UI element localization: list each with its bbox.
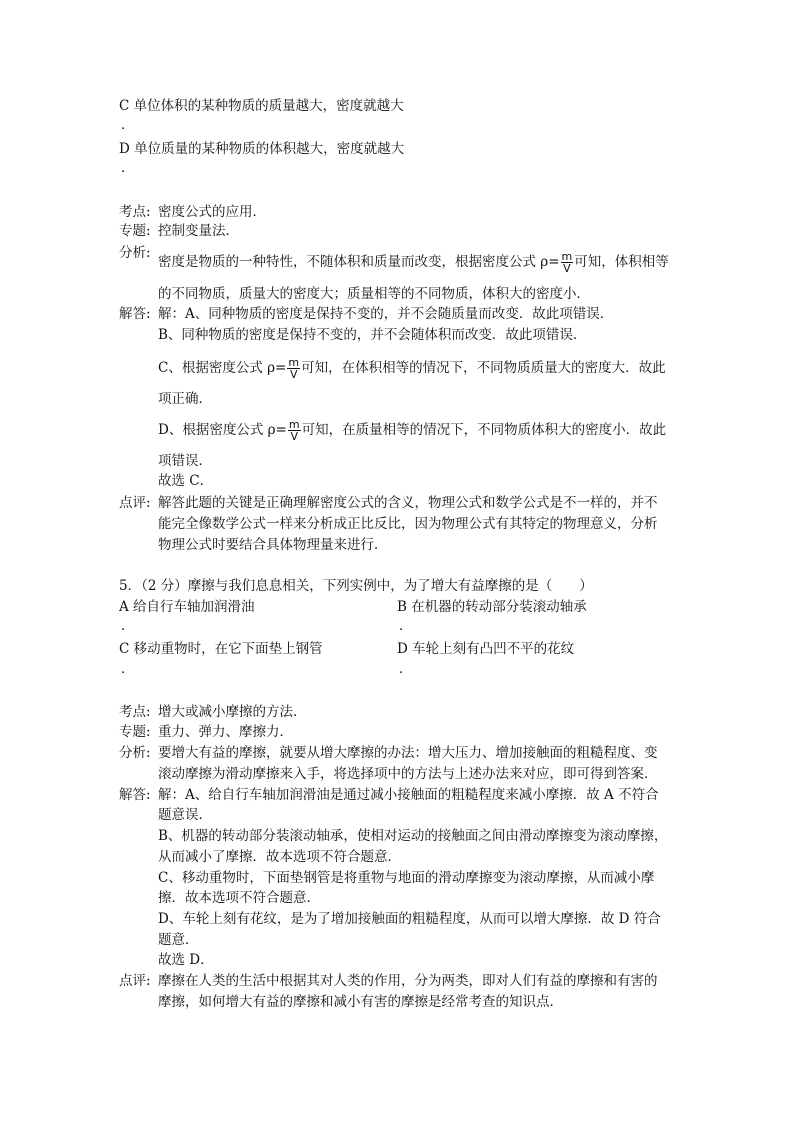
prev-fenxi-line1b: 可知，体积相等 bbox=[574, 254, 669, 270]
prev-jieda-end: 故选 C． bbox=[158, 473, 214, 489]
q5-dianping-label: 点评: bbox=[119, 973, 151, 989]
q5-jieda-d-line2: 题意． bbox=[158, 932, 199, 948]
fraction-numerator: m bbox=[288, 356, 300, 369]
prev-jieda-label: 解答: bbox=[119, 306, 151, 322]
prev-fenxi-line2: 的不同物质，质量大的密度大；质量相等的不同物质，体积大的密度小． bbox=[158, 286, 590, 302]
q5-option-b: B 在机器的转动部分装滚动轴承 bbox=[397, 599, 587, 615]
q5-stem: 5．（2 分）摩擦与我们息息相关，下列实例中，为了增大有益摩擦的是（ ） bbox=[119, 578, 593, 594]
q5-jieda-d-line1: D、车轮上刻有花纹，是为了增加接触面的粗糙程度，从而可以增大摩擦．故 D 符合 bbox=[158, 911, 661, 927]
q5-kaodian: 增大或减小摩擦的方法． bbox=[158, 704, 307, 720]
density-fraction bbox=[288, 419, 301, 442]
prev-option-c-dot: ． bbox=[121, 117, 135, 133]
q5-jieda-c-line2: 擦．故本选项不符合题意． bbox=[158, 890, 320, 906]
prev-dianping-line2: 能完全像数学公式一样来分析成正比反比，因为物理公式有其特定的物理意义，分析 bbox=[158, 516, 658, 532]
prev-fenxi-line1a: 密度是物质的一种特性，不随体积和质量而改变，根据密度公式 ρ= bbox=[158, 254, 560, 270]
density-fraction bbox=[287, 357, 300, 380]
prev-fenxi-line1 bbox=[158, 251, 669, 274]
prev-jieda-d-line2: 项错误． bbox=[158, 453, 212, 469]
density-fraction bbox=[561, 251, 574, 274]
fraction-denominator: V bbox=[289, 368, 298, 381]
q5-zhuanti-label: 专题: bbox=[119, 724, 151, 740]
q5-jieda-c-line1: C、移动重物时，下面垫钢管是将重物与地面的滑动摩擦变为滚动摩擦，从而减小摩 bbox=[158, 870, 655, 886]
prev-jieda-d-line1a: D、根据密度公式 ρ= bbox=[158, 422, 287, 438]
prev-zhuanti: 控制变量法． bbox=[158, 223, 239, 239]
q5-jieda-a-line1: 解：A、给自行车轴加润滑油是通过减小接触面的粗糙程度来减小摩擦．故 A 不符合 bbox=[158, 787, 659, 803]
prev-fenxi-label: 分析: bbox=[119, 245, 151, 261]
prev-dianping-line1: 解答此题的关键是正确理解密度公式的含义，物理公式和数学公式是不一样的，并不 bbox=[158, 495, 658, 511]
q5-zhuanti: 重力、弹力、摩擦力． bbox=[158, 724, 293, 740]
q5-dianping-line2: 摩擦，如何增大有益的摩擦和减小有害的摩擦是经常考查的知识点． bbox=[158, 994, 563, 1010]
prev-jieda-a: 解：A、同种物质的密度是保持不变的，并不会随质量而改变．故此项错误． bbox=[158, 306, 614, 322]
prev-dianping-line3: 物理公式时要结合具体物理量来进行． bbox=[158, 537, 388, 553]
q5-jieda-label: 解答: bbox=[119, 787, 151, 803]
prev-zhuanti-label: 专题: bbox=[119, 223, 151, 239]
q5-fenxi-label: 分析: bbox=[119, 745, 151, 761]
q5-option-a: A 给自行车轴加润滑油 bbox=[119, 599, 255, 615]
q5-jieda-end: 故选 D． bbox=[158, 952, 214, 968]
q5-jieda-b-line2: 从而减小了摩擦．故本选项不符合题意． bbox=[158, 849, 401, 865]
prev-jieda-c-line1b: 可知，在体积相等的情况下，不同物质质量大的密度大．故此 bbox=[301, 360, 666, 376]
prev-jieda-c-line2: 项正确． bbox=[158, 391, 212, 407]
prev-jieda-d-line1 bbox=[158, 419, 666, 442]
q5-option-d: D 车轮上刻有凸凹不平的花纹 bbox=[397, 641, 575, 657]
q5-jieda-b-line1: B、机器的转动部分装滚动轴承，使相对运动的接触面之间由滑动摩擦变为滚动摩擦， bbox=[158, 828, 668, 844]
q5-fenxi-line1: 要增大有益的摩擦，就要从增大摩擦的办法：增大压力、增加接触面的粗糙程度、变 bbox=[158, 745, 658, 761]
q5-jieda-a-line2: 题意误． bbox=[158, 807, 212, 823]
fraction-denominator: V bbox=[563, 262, 571, 275]
fraction-numerator: m bbox=[288, 418, 300, 431]
q5-option-b-dot: ． bbox=[399, 618, 413, 634]
prev-jieda-d-line1b: 可知，在质量相等的情况下，不同物质体积大的密度小．故此 bbox=[301, 422, 667, 438]
q5-fenxi-line2: 滚动摩擦为滑动摩擦来入手，将选择项中的方法与上述办法来对应，即可得到答案． bbox=[158, 766, 658, 782]
prev-dianping-label: 点评: bbox=[119, 495, 151, 511]
prev-jieda-b: B、同种物质的密度是保持不变的，并不会随体积而改变．故此项错误． bbox=[158, 327, 587, 343]
q5-option-d-dot: ． bbox=[399, 661, 413, 677]
prev-jieda-c-line1 bbox=[158, 357, 666, 380]
fraction-numerator: m bbox=[561, 250, 573, 263]
q5-option-c: C 移动重物时，在它下面垫上钢管 bbox=[119, 641, 323, 657]
prev-jieda-c-line1a: C、根据密度公式 ρ= bbox=[158, 360, 287, 376]
prev-kaodian-label: 考点: bbox=[119, 204, 151, 220]
fraction-denominator: V bbox=[290, 430, 298, 443]
prev-option-d: D 单位质量的某种物质的体积越大，密度就越大 bbox=[119, 141, 405, 157]
prev-kaodian: 密度公式的应用． bbox=[158, 204, 266, 220]
q5-dianping-line1: 摩擦在人类的生活中根据其对人类的作用，分为两类，即对人们有益的摩擦和有害的 bbox=[158, 973, 658, 989]
prev-option-d-dot: ． bbox=[121, 160, 135, 176]
q5-option-c-dot: ． bbox=[121, 661, 135, 677]
q5-kaodian-label: 考点: bbox=[119, 704, 151, 720]
q5-option-a-dot: ． bbox=[121, 618, 135, 634]
prev-option-c: C 单位体积的某种物质的质量越大，密度就越大 bbox=[119, 98, 404, 114]
